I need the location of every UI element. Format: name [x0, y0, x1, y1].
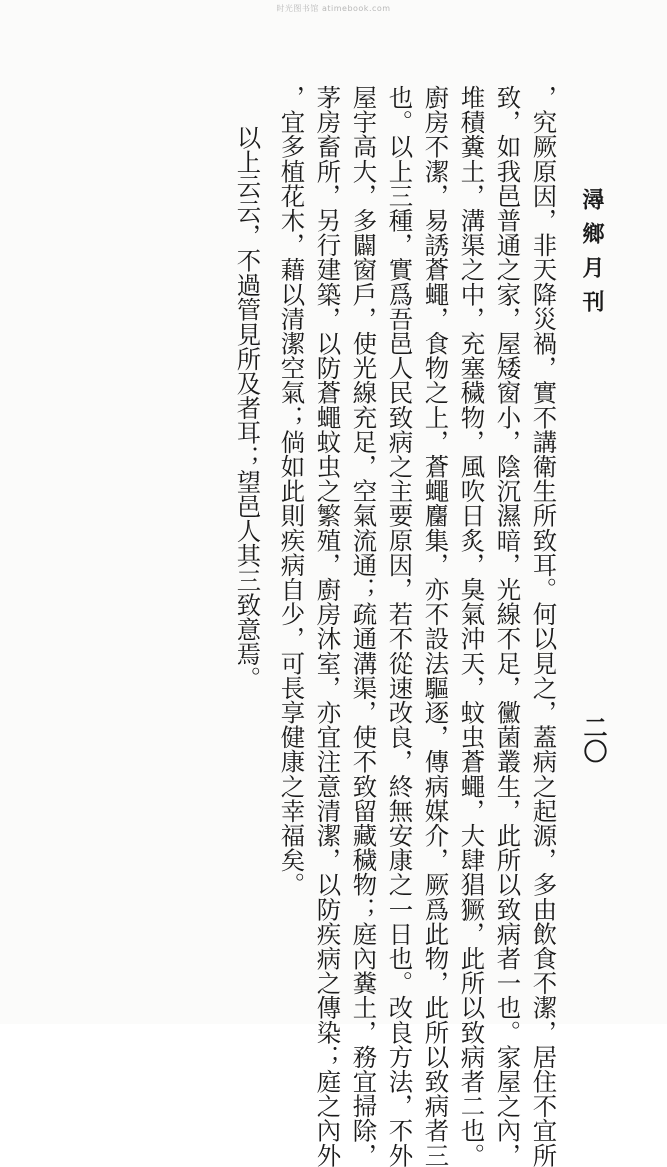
running-header: 潯鄉月刊 — [579, 188, 605, 324]
text-column-8: ，宜多植花木，藉以清潔空氣；倘如此則疾病自少，可長享健康之幸福矣。 — [276, 85, 306, 897]
text-column-1: ，究厥原因，非天降災禍，實不講衛生所致耳。何以見之，蓋病之起源，多由飲食不潔，居住不宜所 — [528, 85, 558, 1167]
watermark-text: 时光图书馆 atimebook.com — [276, 4, 391, 13]
page-number: 二〇 — [579, 715, 608, 763]
text-column-9: 以上云云，不過管見所及者耳；望邑人其三致意焉。 — [232, 125, 262, 691]
text-column-7: 茅房畜所，另行建築，以防蒼蠅蚊虫之繁殖，廚房沐室，亦宜注意清潔，以防疾病之傳染；庭之內外 — [312, 85, 342, 1167]
text-column-5: 也。以上三種，實爲吾邑人民致病之主要原因，若不從速改良，終無安康之一日也。改良方法，不外 — [384, 85, 414, 1167]
text-column-6: 屋宇高大，多闢窗戶，使光線充足，空氣流通；疏通溝渠，使不致留藏穢物；庭內糞土，務宜掃除， — [348, 85, 378, 1167]
text-column-2: 致，如我邑普通之家，屋矮窗小，陰沉濕暗，光線不足，黴菌叢生，此所以致病者一也。家屋之內， — [492, 85, 522, 1167]
text-column-3: 堆積糞土，溝渠之中，充塞穢物，風吹日炙，臭氣沖天，蚊虫蒼蠅，大肆猖獗，此所以致病者二也。 — [456, 85, 486, 1167]
text-column-4: 廚房不潔，易誘蒼蠅，食物之上，蒼蠅麕集，亦不設法驅逐，傳病媒介，厥爲此物，此所以致病者三 — [420, 85, 450, 1167]
